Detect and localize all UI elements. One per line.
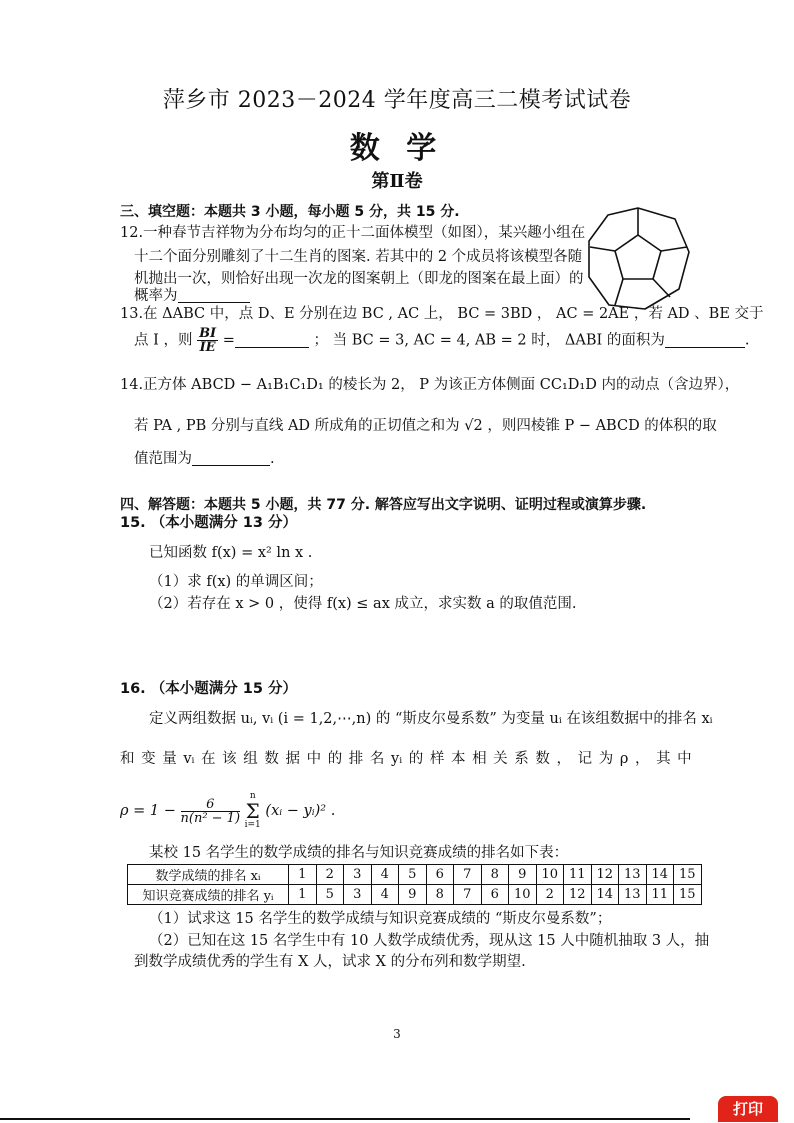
q15-head: 15. （本小题满分 13 分） [120, 515, 298, 531]
q13-eq: = [222, 332, 235, 349]
q13-answer-blank-2 [665, 333, 745, 348]
table-cell: 6 [481, 885, 509, 905]
q12-line3: 机抛出一次，则恰好出现一次龙的图案朝上（即龙的图案在最上面）的 [134, 271, 584, 287]
table-cell: 12 [591, 865, 619, 885]
q12-answer-blank [178, 288, 250, 303]
table-row [128, 865, 702, 885]
table-cell: 10 [536, 865, 564, 885]
table-cell: 14 [591, 885, 619, 905]
table-cell: 5 [399, 865, 427, 885]
page-number: 3 [393, 1027, 401, 1041]
exam-title: 萍乡市 2023－2024 学年度高三二模考试试卷 [162, 88, 632, 113]
formula-sum-sign: Σ [245, 799, 260, 823]
table-row2-label: 知识竞赛成绩的排名 yᵢ [128, 885, 289, 905]
table-cell: 9 [399, 885, 427, 905]
formula-den: n(n² − 1) [180, 810, 241, 826]
q15-part1: （1）求 f(x) 的单调区间； [149, 574, 323, 590]
table-cell: 8 [481, 865, 509, 885]
formula-sum-bottom: i=1 [244, 820, 261, 830]
table-cell: 1 [289, 885, 317, 905]
table-cell: 7 [454, 865, 482, 885]
q16-line2: 和 变 量 vᵢ 在 该 组 数 据 中 的 排 名 yᵢ 的 样 本 相 关 系 数 ， 记 为 ρ ， 其 中 [120, 751, 692, 767]
formula-sum [245, 792, 261, 830]
q12-line4 [134, 288, 250, 304]
q16-line1: 定义两组数据 uᵢ, vᵢ (i = 1,2,⋯,n) 的 “斯皮尔曼系数” 为变量 uᵢ 在该组数据中的排名 xᵢ [149, 711, 713, 727]
q16-head: 16. （本小题满分 15 分） [120, 681, 298, 697]
table-cell: 8 [426, 885, 454, 905]
q13-line2 [134, 327, 749, 354]
table-cell: 13 [619, 865, 647, 885]
q15-part2: （2）若存在 x > 0 ，使得 f(x) ≤ ax 成立，求实数 a 的取值范围. [149, 596, 577, 612]
q13-end: . [744, 332, 750, 349]
q14-text: 值范围为 [134, 451, 192, 467]
q14-line3 [134, 451, 275, 467]
q14-answer-blank [192, 451, 270, 466]
q16-table-intro: 某校 15 名学生的数学成绩的排名与知识竞赛成绩的排名如下表： [149, 845, 569, 861]
q13-prefix: 点 I ，则 [134, 332, 193, 349]
table-cell: 10 [509, 885, 537, 905]
table-cell: 1 [289, 865, 317, 885]
q15-stem: 已知函数 f(x) = x² ln x . [149, 545, 313, 561]
q16-part1: （1）试求这 15 名学生的数学成绩与知识竞赛成绩的 “斯皮尔曼系数”； [149, 911, 612, 927]
q12-text: 概率为 [134, 288, 178, 304]
q13-line1: 13.在 ΔABC 中，点 D、E 分别在边 BC , AC 上， BC = 3BD ， AC = 2AE ，若 AD 、BE 交于 [120, 306, 764, 322]
table-cell: 11 [646, 885, 674, 905]
q13-answer-blank-1 [235, 333, 309, 348]
table-cell: 14 [646, 865, 674, 885]
q13-mid: ； 当 BC = 3, AC = 4, AB = 2 时， ΔABI 的面积为 [313, 332, 665, 349]
q13-frac-den: IE [199, 340, 216, 355]
table-cell: 11 [564, 865, 592, 885]
volume-label: 第Ⅱ卷 [371, 171, 423, 192]
q16-part2b: 到数学成绩优秀的学生有 X 人，试求 X 的分布列和数学期望. [134, 954, 526, 970]
formula-sum-top: n [249, 791, 256, 801]
table-cell: 12 [564, 885, 592, 905]
table-cell: 5 [316, 885, 344, 905]
table-cell: 15 [674, 865, 702, 885]
table-cell: 2 [536, 885, 564, 905]
table-cell: 2 [316, 865, 344, 885]
table-cell: 15 [674, 885, 702, 905]
table-row1-label: 数学成绩的排名 xᵢ [128, 865, 289, 885]
print-button[interactable]: 打印 [718, 1096, 778, 1122]
table-row [128, 885, 702, 905]
section3-heading: 三、填空题：本题共 3 小题，每小题 5 分，共 15 分. [120, 204, 460, 220]
q14-end: . [270, 451, 275, 467]
table-cell: 3 [344, 865, 372, 885]
table-cell: 4 [371, 865, 399, 885]
formula-rho: ρ = 1 − [120, 802, 176, 819]
q13-frac-num: BI [199, 326, 217, 341]
formula-num: 6 [181, 798, 241, 812]
q13-fraction [197, 327, 218, 354]
table-cell: 6 [426, 865, 454, 885]
ranking-table [127, 864, 702, 905]
table-cell: 3 [344, 885, 372, 905]
table-cell: 7 [454, 885, 482, 905]
subject-title: 数 学 [349, 131, 445, 166]
table-cell: 4 [371, 885, 399, 905]
q14-line2: 若 PA , PB 分别与直线 AD 所成角的正切值之和为 √2 ，则四棱锥 P − ABCD 的体积的取 [134, 418, 717, 434]
formula-tail: (xᵢ − yᵢ)² . [265, 802, 336, 819]
page-bottom-border [0, 1118, 690, 1120]
q12-line1: 12.一种春节吉祥物为分布均匀的正十二面体模型（如图），某兴趣小组在 [120, 225, 586, 241]
table-cell: 9 [509, 865, 537, 885]
q16-formula [120, 792, 335, 832]
table-cell: 13 [619, 885, 647, 905]
q16-part2a: （2）已知在这 15 名学生中有 10 人数学成绩优秀，现从这 15 人中随机抽取 3 人，抽 [149, 933, 710, 949]
formula-fraction [181, 798, 241, 825]
dodecahedron-figure [585, 205, 691, 313]
q14-line1: 14.正方体 ABCD − A₁B₁C₁D₁ 的棱长为 2， P 为该正方体侧面 CC₁D₁D 内的动点（含边界）， [120, 377, 740, 393]
q12-line2: 十二个面分别雕刻了十二生肖的图案. 若其中的 2 个成员将该模型各随 [134, 249, 583, 265]
section4-heading: 四、解答题：本题共 5 小题，共 77 分. 解答应写出文字说明、证明过程或演算步骤. [120, 497, 647, 513]
